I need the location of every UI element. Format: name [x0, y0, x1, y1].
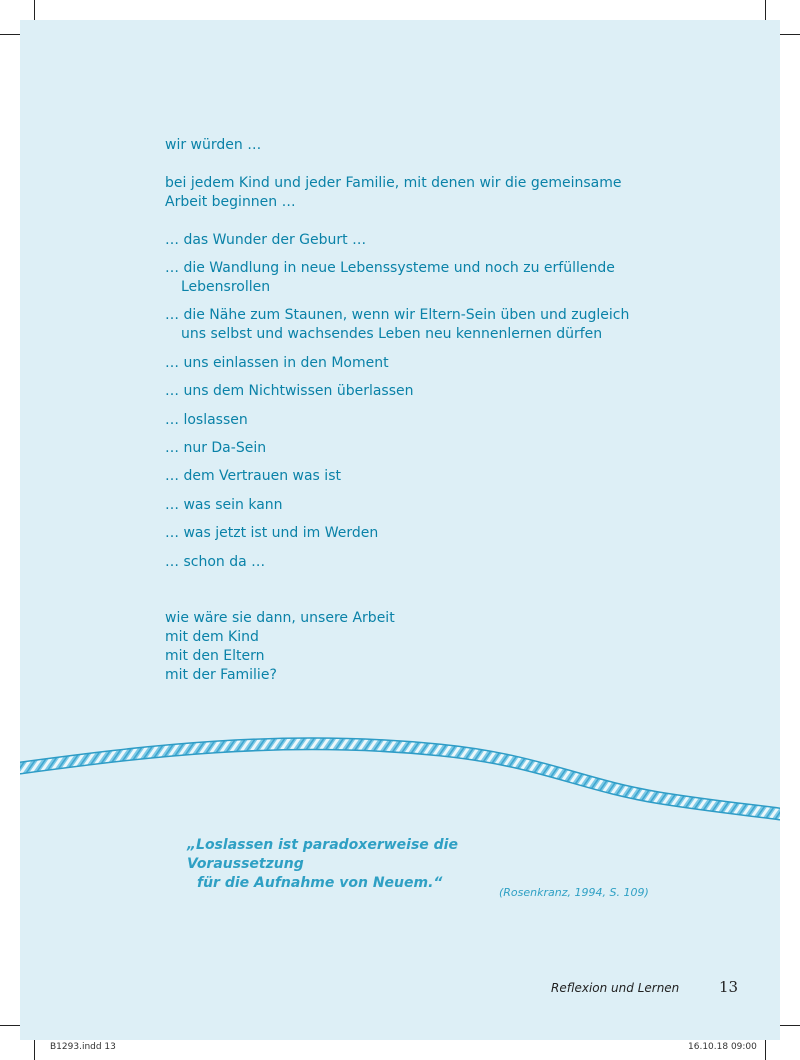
closing-block	[165, 609, 565, 685]
slug-datetime: 16.10.18 09:00	[688, 1042, 757, 1052]
slug-file: B1293.indd 13	[50, 1042, 116, 1052]
list-item: … uns dem Nichtwissen überlassen	[165, 383, 414, 399]
crop-mark	[34, 1040, 35, 1060]
list-item: … die Wandlung in neue Lebenssysteme und noch zu erfüllende Lebensrollen	[165, 260, 615, 295]
crop-mark	[765, 0, 766, 20]
footer-section-label: Reflexion und Lernen	[551, 981, 680, 995]
quote-line: „Loslassen ist paradoxerweise die Voraussetzung	[187, 837, 458, 872]
closing-line: mit den Eltern	[165, 648, 265, 664]
list-item: … schon da …	[165, 554, 266, 570]
intro-block-line: bei jedem Kind und jeder Familie, mit denen wir die gemeinsame	[165, 175, 622, 191]
list-item: … nur Da-Sein	[165, 440, 267, 456]
quote	[187, 836, 567, 893]
crop-mark	[0, 1025, 20, 1026]
intro-block-line: Arbeit beginnen …	[165, 194, 296, 210]
intro-line: wir würden …	[165, 137, 262, 153]
closing-line: wie wäre sie dann, unsere Arbeit	[165, 610, 395, 626]
quote-citation: (Rosenkranz, 1994, S. 109)	[499, 886, 649, 899]
list-item: … loslassen	[165, 412, 248, 428]
list-item: … uns einlassen in den Moment	[165, 355, 389, 371]
list-item: … was jetzt ist und im Werden	[165, 525, 379, 541]
list-item: … dem Vertrauen was ist	[165, 468, 341, 484]
page-number: 13	[719, 978, 739, 996]
list-item: … die Nähe zum Staunen, wenn wir Eltern-Sein üben und zugleich uns selbst und wachsendes Leben neu kennenlernen dürfen	[165, 307, 630, 342]
crop-mark	[780, 34, 800, 35]
closing-line: mit dem Kind	[165, 629, 259, 645]
crop-mark	[765, 1040, 766, 1060]
crop-mark	[0, 34, 20, 35]
list-item: … was sein kann	[165, 497, 283, 513]
closing-line: mit der Familie?	[165, 667, 277, 683]
crop-mark	[34, 0, 35, 20]
crop-mark	[780, 1025, 800, 1026]
list-item: … das Wunder der Geburt …	[165, 232, 367, 248]
quote-line: für die Aufnahme von Neuem.“	[197, 875, 443, 891]
rope-illustration	[20, 730, 780, 830]
intro-block	[165, 174, 645, 212]
